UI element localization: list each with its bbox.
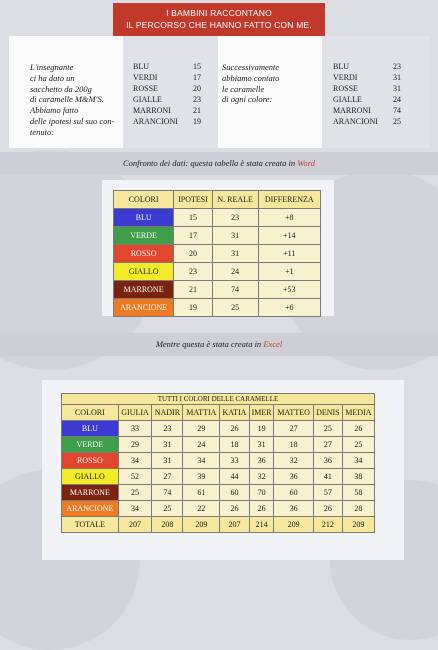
total-value: 214 bbox=[249, 517, 274, 533]
total-value: 212 bbox=[313, 517, 342, 533]
table-header-cell: IMER bbox=[249, 405, 274, 421]
total-value: 209 bbox=[183, 517, 220, 533]
value-cell: 26 bbox=[249, 501, 274, 517]
ipotesi-cell: 20 bbox=[174, 245, 213, 263]
caption-word-app: Word bbox=[297, 158, 316, 168]
table-header-cell: IPOTESI bbox=[174, 191, 213, 209]
intro-line: di ogni colore: bbox=[222, 94, 273, 105]
value-cell: 24 bbox=[183, 437, 220, 453]
table-row bbox=[62, 437, 375, 453]
total-label: TOTALE bbox=[62, 517, 119, 533]
intro-line: abbiamo contato bbox=[222, 72, 280, 83]
value-cell: 27 bbox=[152, 469, 183, 485]
color-cell: BLU bbox=[62, 421, 119, 437]
intro-line: Successivamente bbox=[222, 62, 280, 72]
value-cell: 38 bbox=[342, 469, 374, 485]
intro-line: sacchetto da 200g bbox=[30, 83, 92, 94]
table-header-cell: DENIS bbox=[313, 405, 342, 421]
intro-line: di caramelle M&M'S. bbox=[30, 94, 104, 105]
color-cell: GIALLO bbox=[114, 263, 174, 281]
intro-text-right bbox=[222, 62, 279, 105]
color-value: 23 bbox=[393, 62, 401, 71]
table-row bbox=[62, 421, 375, 437]
table-header-cell: MATTIA bbox=[183, 405, 220, 421]
value-cell: 33 bbox=[118, 421, 152, 437]
color-cell: GIALLO bbox=[62, 469, 119, 485]
color-cell: MARRONE bbox=[62, 485, 119, 501]
reale-cell: 31 bbox=[212, 227, 258, 245]
count-item bbox=[333, 72, 401, 83]
value-cell: 74 bbox=[152, 485, 183, 501]
table-row bbox=[114, 245, 321, 263]
table-title-row bbox=[62, 394, 375, 405]
table-row bbox=[62, 485, 375, 501]
title-line-1: I BAMBINI RACCONTANO bbox=[166, 8, 272, 18]
table-row bbox=[114, 209, 321, 227]
color-cell: ROSSO bbox=[114, 245, 174, 263]
color-name: ARANCIONI bbox=[333, 117, 378, 126]
color-cell: BLU bbox=[114, 209, 174, 227]
count-item bbox=[333, 61, 401, 72]
value-cell: 31 bbox=[249, 437, 274, 453]
hypothesis-item bbox=[133, 116, 201, 127]
value-cell: 29 bbox=[183, 421, 220, 437]
value-cell: 36 bbox=[249, 453, 274, 469]
caption-excel bbox=[0, 339, 438, 349]
intro-line: delle ipotesi sul suo con- bbox=[30, 115, 115, 126]
count-item bbox=[333, 116, 401, 127]
color-name: GIALLE bbox=[133, 95, 162, 104]
table-header-cell: MATTEO bbox=[274, 405, 313, 421]
color-value: 31 bbox=[393, 73, 401, 82]
total-value: 207 bbox=[118, 517, 152, 533]
value-cell: 26 bbox=[313, 501, 342, 517]
color-value: 23 bbox=[193, 95, 201, 104]
value-cell: 60 bbox=[274, 485, 313, 501]
color-value: 19 bbox=[193, 117, 201, 126]
reale-cell: 24 bbox=[212, 263, 258, 281]
ipotesi-cell: 19 bbox=[174, 299, 213, 317]
diff-cell: +1 bbox=[258, 263, 320, 281]
value-cell: 26 bbox=[342, 421, 374, 437]
value-cell: 27 bbox=[313, 437, 342, 453]
table-row bbox=[62, 453, 375, 469]
table-row bbox=[114, 227, 321, 245]
value-cell: 26 bbox=[220, 501, 249, 517]
table-header-cell: KATIA bbox=[220, 405, 249, 421]
intro-text-left bbox=[30, 62, 115, 138]
hypotheses-list bbox=[133, 61, 201, 127]
color-value: 20 bbox=[193, 84, 201, 93]
value-cell: 34 bbox=[118, 501, 152, 517]
value-cell: 52 bbox=[118, 469, 152, 485]
color-cell: VERDE bbox=[62, 437, 119, 453]
intro-line: Abbiamo fatto bbox=[30, 105, 79, 116]
value-cell: 19 bbox=[249, 421, 274, 437]
value-cell: 32 bbox=[249, 469, 274, 485]
reale-cell: 31 bbox=[212, 245, 258, 263]
intro-line: le caramelle bbox=[222, 83, 265, 94]
table-header-cell: NADIR bbox=[152, 405, 183, 421]
color-name: GIALLE bbox=[333, 95, 362, 104]
diff-cell: +6 bbox=[258, 299, 320, 317]
ipotesi-cell: 21 bbox=[174, 281, 213, 299]
total-value: 208 bbox=[152, 517, 183, 533]
value-cell: 44 bbox=[220, 469, 249, 485]
ipotesi-cell: 23 bbox=[174, 263, 213, 281]
color-value: 25 bbox=[393, 117, 401, 126]
page-title bbox=[113, 3, 325, 36]
value-cell: 28 bbox=[342, 501, 374, 517]
diff-cell: +11 bbox=[258, 245, 320, 263]
title-line-2: IL PERCORSO CHE HANNO FATTO CON ME. bbox=[126, 20, 312, 30]
table-header-cell: GIULIA bbox=[118, 405, 152, 421]
value-cell: 34 bbox=[342, 453, 374, 469]
color-value: 74 bbox=[393, 106, 401, 115]
value-cell: 25 bbox=[118, 485, 152, 501]
count-item bbox=[333, 83, 401, 94]
table-row bbox=[62, 501, 375, 517]
caption-word-text: Confronto dei dati: questa tabella è stata creata in bbox=[122, 158, 298, 168]
value-cell: 18 bbox=[274, 437, 313, 453]
color-name: ROSSE bbox=[333, 84, 358, 93]
hypothesis-item bbox=[133, 105, 201, 116]
excel-colors-table bbox=[61, 393, 375, 533]
color-cell: ROSSO bbox=[62, 453, 119, 469]
color-name: VERDI bbox=[133, 73, 158, 82]
diff-cell: +14 bbox=[258, 227, 320, 245]
value-cell: 26 bbox=[220, 421, 249, 437]
total-value: 209 bbox=[342, 517, 374, 533]
table-header-cell: DIFFERENZA bbox=[258, 191, 320, 209]
table-header-cell: COLORI bbox=[62, 405, 119, 421]
value-cell: 33 bbox=[220, 453, 249, 469]
value-cell: 31 bbox=[152, 437, 183, 453]
color-name: MARRONI bbox=[133, 106, 171, 115]
color-name: ARANCIONI bbox=[133, 117, 178, 126]
table-row bbox=[114, 299, 321, 317]
value-cell: 41 bbox=[313, 469, 342, 485]
table-header-cell: COLORI bbox=[114, 191, 174, 209]
value-cell: 70 bbox=[249, 485, 274, 501]
value-cell: 58 bbox=[342, 485, 374, 501]
diff-cell: +53 bbox=[258, 281, 320, 299]
value-cell: 32 bbox=[274, 453, 313, 469]
table-header-cell: MEDIA bbox=[342, 405, 374, 421]
value-cell: 61 bbox=[183, 485, 220, 501]
reale-cell: 25 bbox=[212, 299, 258, 317]
value-cell: 36 bbox=[313, 453, 342, 469]
hypothesis-item bbox=[133, 94, 201, 105]
color-cell: MARRONE bbox=[114, 281, 174, 299]
table-row bbox=[62, 469, 375, 485]
value-cell: 29 bbox=[118, 437, 152, 453]
table-title-cell: TUTTI I COLORI DELLE CARAMELLE bbox=[62, 394, 375, 405]
count-item bbox=[333, 105, 401, 116]
value-cell: 31 bbox=[152, 453, 183, 469]
table-header-cell: N. REALE bbox=[212, 191, 258, 209]
value-cell: 34 bbox=[118, 453, 152, 469]
color-name: BLU bbox=[133, 62, 149, 71]
color-value: 17 bbox=[193, 73, 201, 82]
value-cell: 34 bbox=[183, 453, 220, 469]
value-cell: 27 bbox=[274, 421, 313, 437]
value-cell: 36 bbox=[274, 501, 313, 517]
hypothesis-item bbox=[133, 83, 201, 94]
value-cell: 57 bbox=[313, 485, 342, 501]
reale-cell: 23 bbox=[212, 209, 258, 227]
color-name: MARRONI bbox=[333, 106, 371, 115]
table-row bbox=[114, 263, 321, 281]
table-row bbox=[114, 281, 321, 299]
value-cell: 22 bbox=[183, 501, 220, 517]
color-cell: ARANCIONE bbox=[114, 299, 174, 317]
diff-cell: +8 bbox=[258, 209, 320, 227]
caption-word bbox=[0, 158, 438, 168]
color-value: 24 bbox=[393, 95, 401, 104]
caption-excel-app: Excel bbox=[263, 339, 283, 349]
counts-list bbox=[333, 61, 401, 127]
color-name: BLU bbox=[333, 62, 349, 71]
color-cell: VERDE bbox=[114, 227, 174, 245]
total-value: 209 bbox=[274, 517, 313, 533]
hypothesis-item bbox=[133, 61, 201, 72]
hypothesis-item bbox=[133, 72, 201, 83]
value-cell: 25 bbox=[313, 421, 342, 437]
value-cell: 25 bbox=[342, 437, 374, 453]
intro-line: ci ha dato un bbox=[30, 72, 75, 83]
color-cell: ARANCIONE bbox=[62, 501, 119, 517]
total-value: 207 bbox=[220, 517, 249, 533]
intro-line: tenuto: bbox=[30, 126, 55, 137]
value-cell: 18 bbox=[220, 437, 249, 453]
table-header-row bbox=[62, 405, 375, 421]
color-name: VERDI bbox=[333, 73, 358, 82]
caption-excel-text: Mentre questa è stata creata in bbox=[155, 339, 264, 349]
color-value: 21 bbox=[193, 106, 201, 115]
color-value: 31 bbox=[393, 84, 401, 93]
word-comparison-table bbox=[113, 190, 321, 317]
value-cell: 25 bbox=[152, 501, 183, 517]
color-name: ROSSE bbox=[133, 84, 158, 93]
value-cell: 39 bbox=[183, 469, 220, 485]
count-item bbox=[333, 94, 401, 105]
ipotesi-cell: 15 bbox=[174, 209, 213, 227]
intro-line: L'insegnante bbox=[30, 62, 74, 72]
ipotesi-cell: 17 bbox=[174, 227, 213, 245]
value-cell: 36 bbox=[274, 469, 313, 485]
color-value: 15 bbox=[193, 62, 201, 71]
reale-cell: 74 bbox=[212, 281, 258, 299]
value-cell: 23 bbox=[152, 421, 183, 437]
value-cell: 60 bbox=[220, 485, 249, 501]
total-row bbox=[62, 517, 375, 533]
